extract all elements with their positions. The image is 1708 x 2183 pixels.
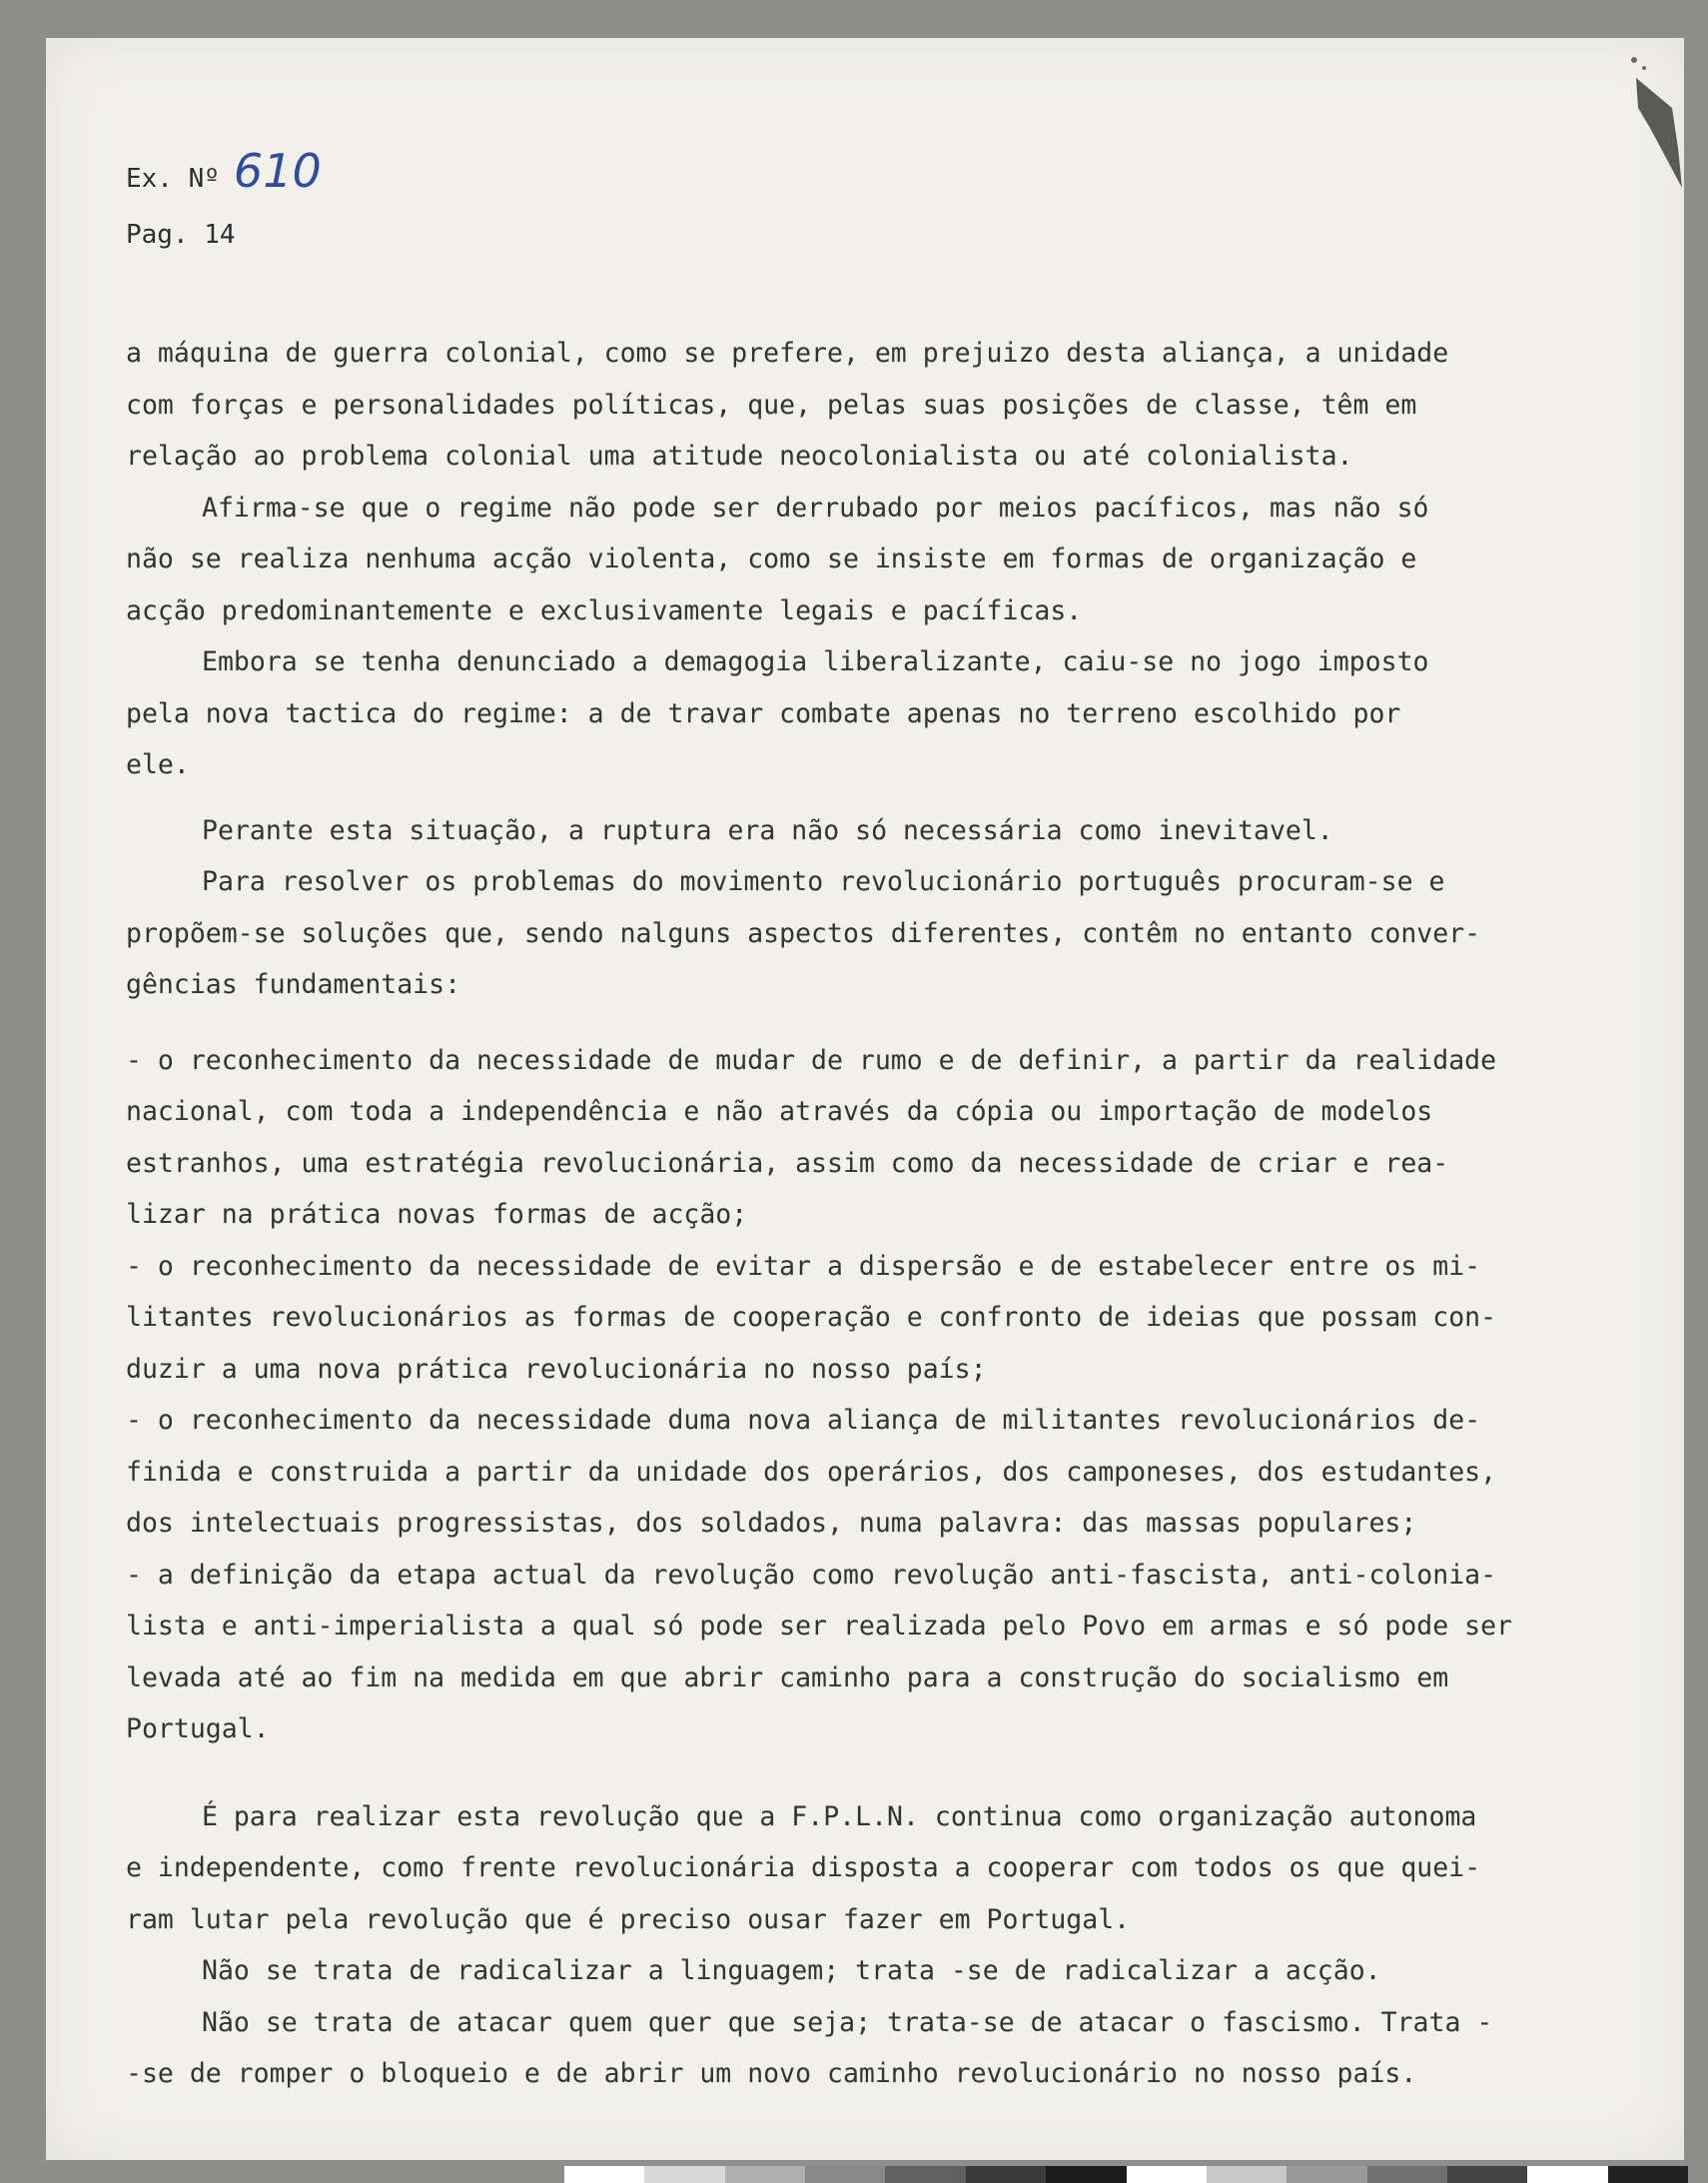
text-line: a máquina de guerra colonial, como se prefere, em prejuizo desta aliança, a unidade xyxy=(126,338,1449,369)
copy-number-label: Ex. Nº xyxy=(126,164,220,194)
document-header xyxy=(126,138,322,250)
text-line: com forças e personalidades políticas, que, pelas suas posições de classe, têm em xyxy=(126,389,1417,421)
copy-number-line xyxy=(126,138,322,198)
text-line: - o reconhecimento da necessidade de mudar de rumo e de definir, a partir da realidade xyxy=(126,1044,1497,1076)
text-line: Portugal. xyxy=(126,1713,270,1744)
text-line: ram lutar pela revolução que é preciso ousar fazer em Portugal. xyxy=(126,1903,1131,1935)
text-line: propõem-se soluções que, sendo nalguns aspectos diferentes, contêm no entanto conver- xyxy=(126,917,1481,949)
document-body xyxy=(126,328,1513,2100)
text-line: duzir a uma nova prática revolucionária no nosso país; xyxy=(126,1353,987,1385)
text-line: Perante esta situação, a ruptura era não só necessária como inevitavel. xyxy=(202,814,1333,846)
text-line: levada até ao fim na medida em que abrir caminho para a construção do socialismo em xyxy=(126,1661,1449,1693)
scan-calibration-strip xyxy=(564,2166,1688,2183)
text-line: gências fundamentais: xyxy=(126,969,461,1000)
text-line: finida e construida a partir da unidade dos operários, dos camponeses, dos estudantes, xyxy=(126,1456,1497,1488)
text-line: Embora se tenha denunciado a demagogia liberalizante, caiu-se no jogo imposto xyxy=(202,646,1429,677)
page-number: Pag. 14 xyxy=(126,220,236,250)
text-line: nacional, com toda a independência e não através da cópia ou importação de modelos xyxy=(126,1096,1433,1127)
torn-corner-mark xyxy=(1574,38,1684,198)
text-line: lista e anti-imperialista a qual só pode ser realizada pelo Povo em armas e só pode ser xyxy=(126,1611,1513,1641)
text-line: Afirma-se que o regime não pode ser derrubado por meios pacíficos, mas não só xyxy=(202,492,1429,524)
document-page xyxy=(46,38,1684,2160)
text-line: -se de romper o bloqueio e de abrir um novo caminho revolucionário no nosso país. xyxy=(126,2058,1417,2089)
text-line: não se realiza nenhuma acção violenta, como se insiste em formas de organização e xyxy=(126,544,1417,574)
text-line: dos intelectuais progressistas, dos soldados, numa palavra: das massas populares; xyxy=(126,1508,1417,1539)
text-line: - o reconhecimento da necessidade duma nova aliança de militantes revolucionários de- xyxy=(126,1405,1481,1436)
text-line: acção predominantemente e exclusivamente legais e pacíficas. xyxy=(126,594,1083,626)
text-line: estranhos, uma estratégia revolucionária, assim como da necessidade de criar e rea- xyxy=(126,1147,1449,1179)
text-line: - a definição da etapa actual da revolução como revolução anti-fascista, anti-colonia- xyxy=(126,1559,1497,1591)
text-line: pela nova tactica do regime: a de travar combate apenas no terreno escolhido por xyxy=(126,697,1401,729)
text-line: lizar na prática novas formas de acção; xyxy=(126,1199,748,1230)
text-line: Para resolver os problemas do movimento revolucionário português procuram-se e xyxy=(202,866,1445,897)
text-line: É para realizar esta revolução que a F.P.L.N. continua como organização autonoma xyxy=(202,1800,1477,1832)
text-line: Não se trata de atacar quem quer que seja; trata-se de atacar o fascismo. Trata - xyxy=(202,2006,1493,2038)
text-line: e independente, como frente revolucionária disposta a cooperar com todos os que quei- xyxy=(126,1852,1481,1883)
text-line: relação ao problema colonial uma atitude neocolonialista ou até colonialista. xyxy=(126,441,1353,472)
copy-number-handwritten: 610 xyxy=(233,144,322,198)
text-line: litantes revolucionários as formas de cooperação e confronto de ideias que possam con- xyxy=(126,1302,1497,1333)
text-line: ele. xyxy=(126,749,190,780)
text-line: - o reconhecimento da necessidade de evitar a dispersão e de estabelecer entre os mi- xyxy=(126,1250,1481,1282)
text-line: Não se trata de radicalizar a linguagem; trata -se de radicalizar a acção. xyxy=(202,1955,1381,1986)
